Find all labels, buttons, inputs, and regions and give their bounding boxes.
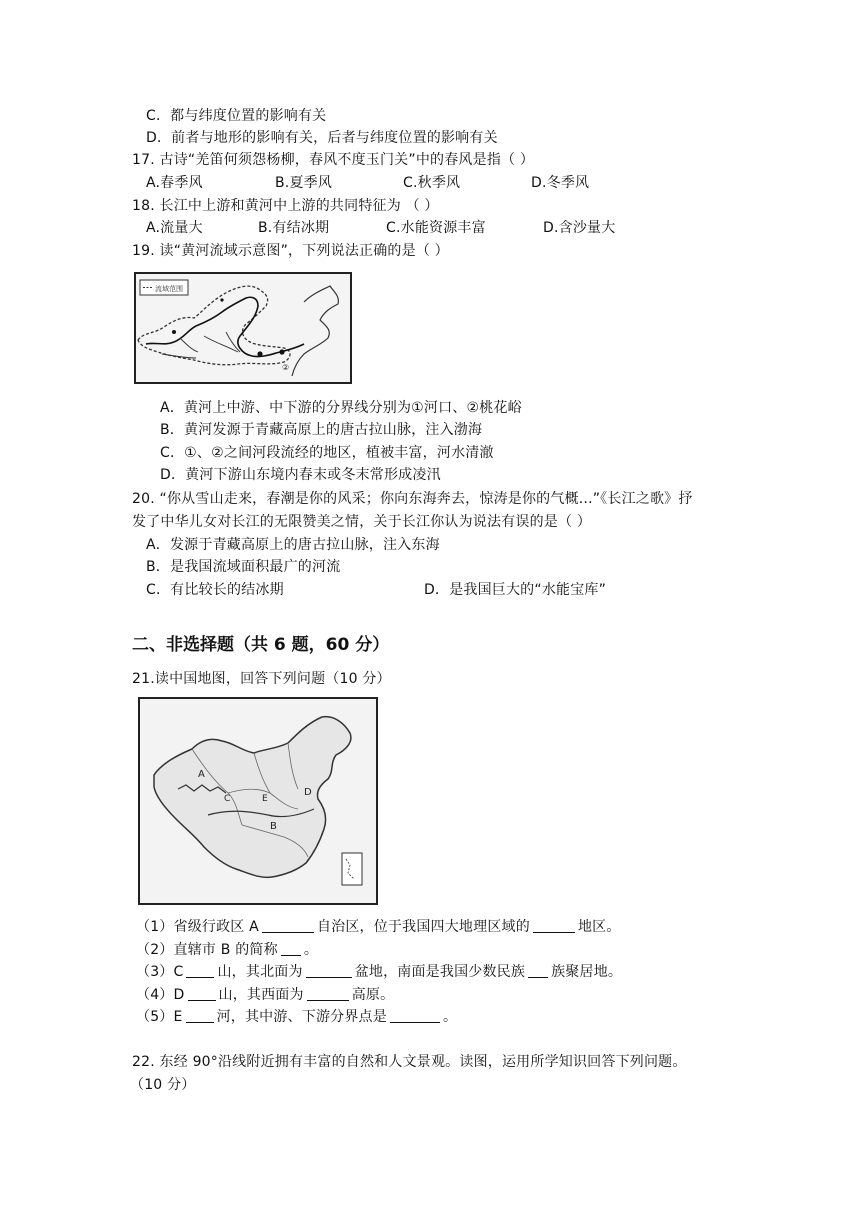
q19-option-a: A．黄河上中游、中下游的分界线分别为①河口、②桃花峪 (160, 400, 522, 416)
q20-stem-line1: 20. “你从雪山走来，春潮是你的风采；你向东海奔去，惊涛是你的气概...”《长江之歌》抒 (132, 491, 693, 507)
china-map (138, 697, 378, 905)
marker-1 (257, 351, 262, 356)
q21-sub2: （2）直辖市 B 的简称 。 (136, 942, 319, 958)
map-label-a: A (198, 769, 205, 780)
q21-sub1: （1）省级行政区 A 自治区，位于我国四大地理区域的 地区。 (136, 919, 621, 935)
blank-4b[interactable] (307, 985, 349, 1001)
q18-option-a: A.流量大 (146, 220, 203, 236)
blank-3a[interactable] (186, 962, 214, 978)
q18-option-c: C.水能资源丰富 (386, 220, 486, 236)
blank-5b[interactable] (390, 1007, 440, 1023)
blank-1b[interactable] (533, 917, 575, 933)
q17-option-c: C.秋季风 (403, 175, 461, 191)
map-label-e: E (262, 794, 268, 804)
q19-stem: 19. 读“黄河流域示意图”，下列说法正确的是（ ） (132, 243, 449, 259)
q17-option-d: D.冬季风 (531, 175, 590, 191)
q16-option-c: C．都与纬度位置的影响有关 (146, 108, 327, 124)
q16-option-d: D．前者与地形的影响有关，后者与纬度位置的影响有关 (146, 130, 498, 146)
blank-1a[interactable] (262, 917, 314, 933)
q20-option-b: B．是我国流域面积最广的河流 (146, 559, 341, 575)
q18-stem: 18. 长江中上游和黄河中上游的共同特征为 （ ） (132, 198, 439, 214)
map-label-d: D (304, 787, 312, 798)
blank-5a[interactable] (186, 1007, 214, 1023)
q19-option-c: C．①、②之间河段流经的地区，植被丰富，河水清澈 (160, 445, 494, 461)
blank-3c[interactable] (528, 962, 548, 978)
q21-sub3: （3）C 山，其北面为 盆地，南面是我国少数民族 族聚居地。 (136, 964, 623, 980)
blank-2[interactable] (281, 940, 301, 956)
q19-option-d: D．黄河下游山东境内春末或冬末常形成凌汛 (160, 467, 441, 483)
q21-sub5: （5）E 河，其中游、下游分界点是 。 (136, 1009, 458, 1025)
q20-option-a: A．发源于青藏高原上的唐古拉山脉，注入东海 (146, 537, 440, 553)
q17-option-a: A.春季风 (146, 175, 203, 191)
marker-2 (279, 349, 284, 354)
q17-stem: 17. 古诗“羌笛何须怨杨柳，春风不度玉门关”中的春风是指（ ） (132, 152, 535, 168)
section-2-heading: 二、非选择题（共 6 题，60 分） (132, 635, 390, 655)
q22-stem-line2: （10 分） (130, 1077, 196, 1093)
q18-option-d: D.含沙量大 (543, 220, 616, 236)
q21-sub4: （4）D 山，其西面为 高原。 (136, 987, 395, 1003)
blank-3b[interactable] (306, 962, 352, 978)
q19-option-b: B．黄河发源于青藏高原上的唐古拉山脉，注入渤海 (160, 422, 483, 438)
map-label-b: B (270, 821, 277, 832)
legend-label: 流域范围 (155, 285, 183, 293)
map-legend (140, 280, 188, 295)
q22-stem-line1: 22. 东经 90°沿线附近拥有丰富的自然和人文景观。读图，运用所学知识回答下列问题。 (132, 1054, 687, 1070)
map-label-c: C (224, 794, 231, 804)
map-mark-2: ② (282, 363, 290, 372)
q20-option-d: D．是我国巨大的“水能宝库” (424, 582, 607, 598)
yellow-river-basin-map (134, 272, 352, 384)
q21-stem: 21.读中国地图，回答下列问题（10 分） (132, 671, 391, 687)
q20-stem-line2: 发了中华儿女对长江的无限赞美之情，关于长江你认为说法有误的是（ ） (132, 514, 592, 530)
q17-option-b: B.夏季风 (275, 175, 333, 191)
blank-4a[interactable] (188, 985, 216, 1001)
q20-option-c: C．有比较长的结冰期 (146, 582, 284, 598)
q18-option-b: B.有结冰期 (258, 220, 330, 236)
